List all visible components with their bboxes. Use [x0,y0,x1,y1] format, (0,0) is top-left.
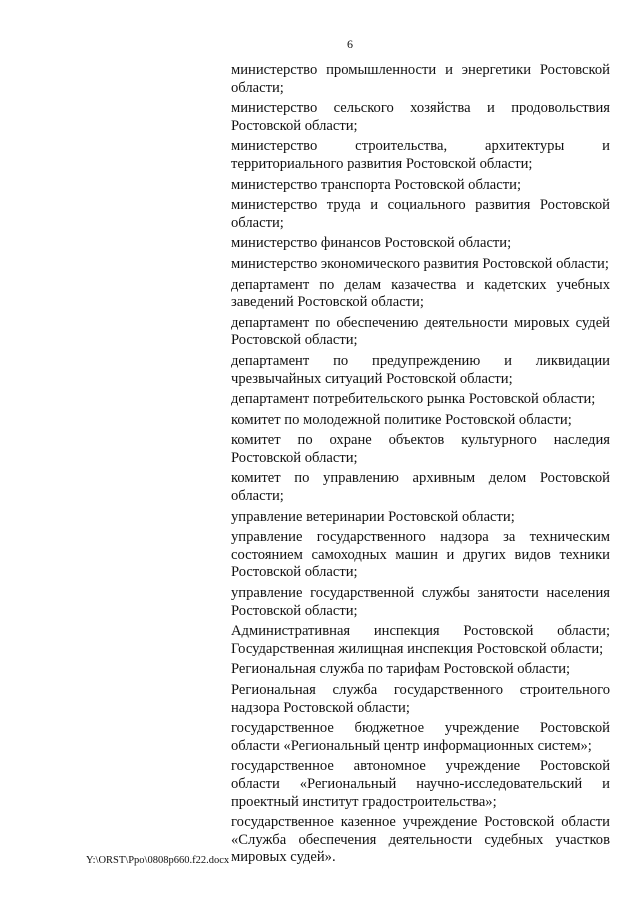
list-item: Административная инспекция Ростовской области; Государственная жилищная инспекция Ростовской области; [231,623,610,657]
organization-list [231,62,610,870]
list-item: государственное казенное учреждение Ростовской области «Служба обеспечения деятельности судебных участков мировых судей». [231,814,610,866]
list-item: управление государственной службы занятости населения Ростовской области; [231,585,610,619]
list-item: министерство промышленности и энергетики Ростовской области; [231,62,610,96]
list-item: департамент по предупреждению и ликвидации чрезвычайных ситуаций Ростовской области; [231,352,610,387]
page-number: 6 [347,37,353,51]
list-item: департамент потребительского рынка Ростовской области; [231,391,596,408]
list-item: министерство труда и социального развития Ростовской области; [231,197,610,231]
list-item: министерство финансов Ростовской области; [231,235,512,252]
list-item: министерство строительства, архитектуры и территориального развития Ростовской области; [231,138,610,172]
list-item: министерство экономического развития Ростовской области; [231,255,609,272]
list-item: государственное бюджетное учреждение Ростовской области «Региональный центр информационных систем»; [231,720,610,754]
list-item: комитет по молодежной политике Ростовской области; [231,411,572,428]
list-item: управление ветеринарии Ростовской области; [231,508,515,525]
list-item: комитет по охране объектов культурного наследия Ростовской области; [231,432,610,466]
list-item: департамент по обеспечению деятельности мировых судей Ростовской области; [231,314,610,349]
list-item: Региональная служба государственного строительного надзора Ростовской области; [231,682,610,716]
list-item: департамент по делам казачества и кадетских учебных заведений Ростовской области; [231,276,610,311]
list-item: управление государственного надзора за техническим состоянием самоходных машин и других видов техники Ростовской области; [231,529,610,581]
list-item: комитет по управлению архивным делом Ростовской области; [231,470,610,505]
file-path-footer: Y:\ORST\Ppo\0808p660.f22.docx [86,855,230,866]
list-item: государственное автономное учреждение Ростовской области «Региональный научно-исследовательский и проектный институт градостроительства»; [231,758,610,810]
list-item: Региональная служба по тарифам Ростовской области; [231,661,571,678]
list-item: министерство транспорта Ростовской области; [231,176,521,193]
list-item: министерство сельского хозяйства и продовольствия Ростовской области; [231,100,610,134]
